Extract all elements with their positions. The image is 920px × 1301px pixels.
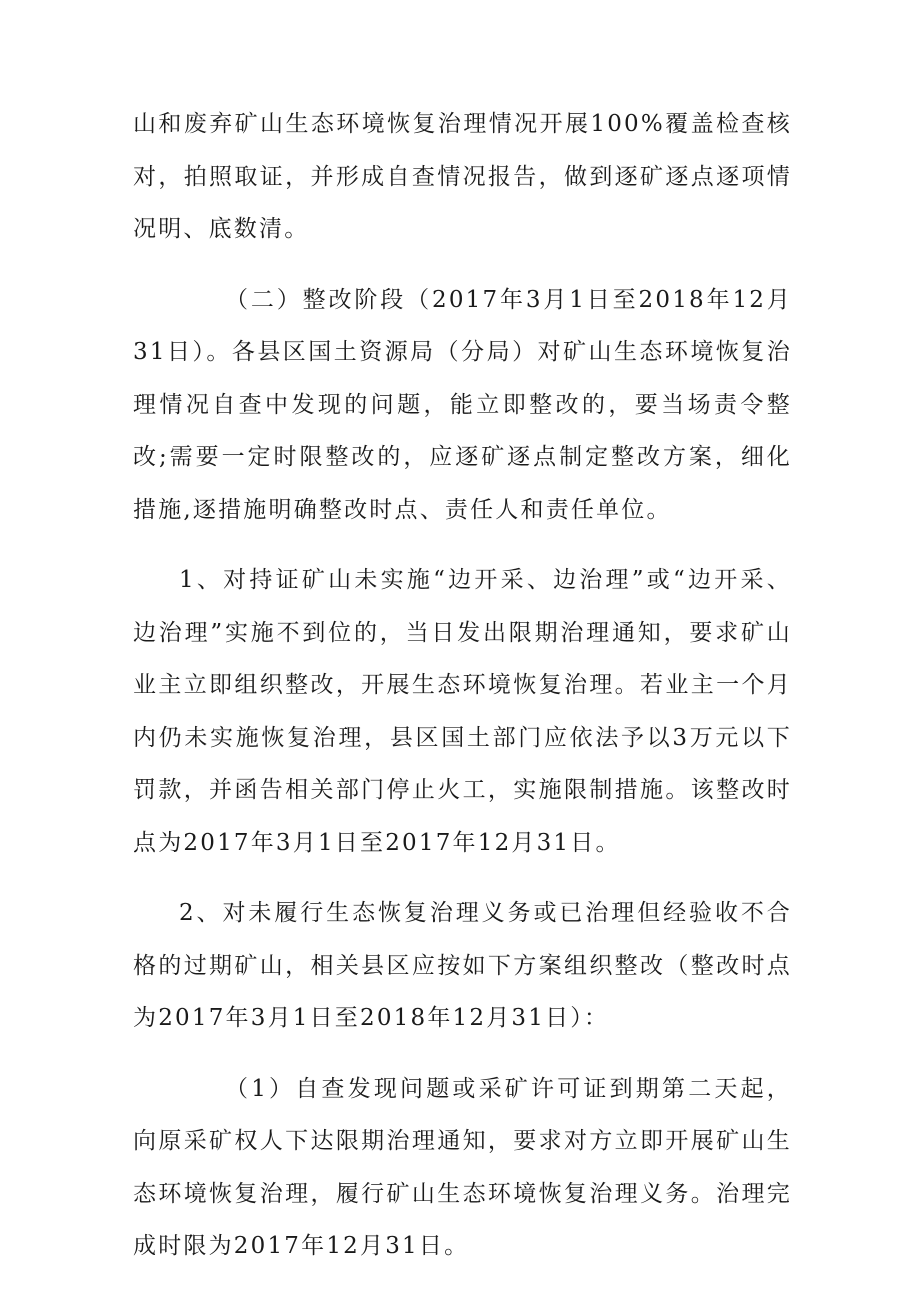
paragraph-item-1: 1、对持证矿山未实施“边开采、边治理”或“边开采、边治理”实施不到位的，当日发出限期治理通知，要求矿山业主立即组织整改，开展生态环境恢复治理。若业主一个月内仍未实施恢复治理，县区国土部门应依法予以3万元以下罚款，并函告相关部门停止火工，实施限制措施。该整改时点为2017年3月1日至2017年12月31日。: [133, 567, 792, 856]
paragraph-self-check-continued: 山和废弃矿山生态环境恢复治理情况开展100%覆盖检查核对，拍照取证，并形成自查情况报告，做到逐矿逐点逐项情况明、底数清。: [133, 111, 792, 242]
paragraph-rectification-stage: （二）整改阶段（2017年3月1日至2018年12月31日）。各县区国土资源局（分局）对矿山生态环境恢复治理情况自查中发现的问题，能立即整改的，要当场责令整改;需要一定时限整改的，应逐矿逐点制定整改方案，细化措施,逐措施明确整改时点、责任人和责任单位。: [133, 286, 792, 523]
paragraph-subitem-1: （1）自查发现问题或采矿许可证到期第二天起，向原采矿权人下达限期治理通知，要求对方立即开展矿山生态环境恢复治理，履行矿山生态环境恢复治理义务。治理完成时限为2017年12月31日。: [133, 1075, 792, 1259]
paragraph-item-2: 2、对未履行生态恢复治理义务或已治理但经验收不合格的过期矿山，相关县区应按如下方案组织整改（整改时点为2017年3月1日至2018年12月31日）：: [133, 900, 792, 1031]
